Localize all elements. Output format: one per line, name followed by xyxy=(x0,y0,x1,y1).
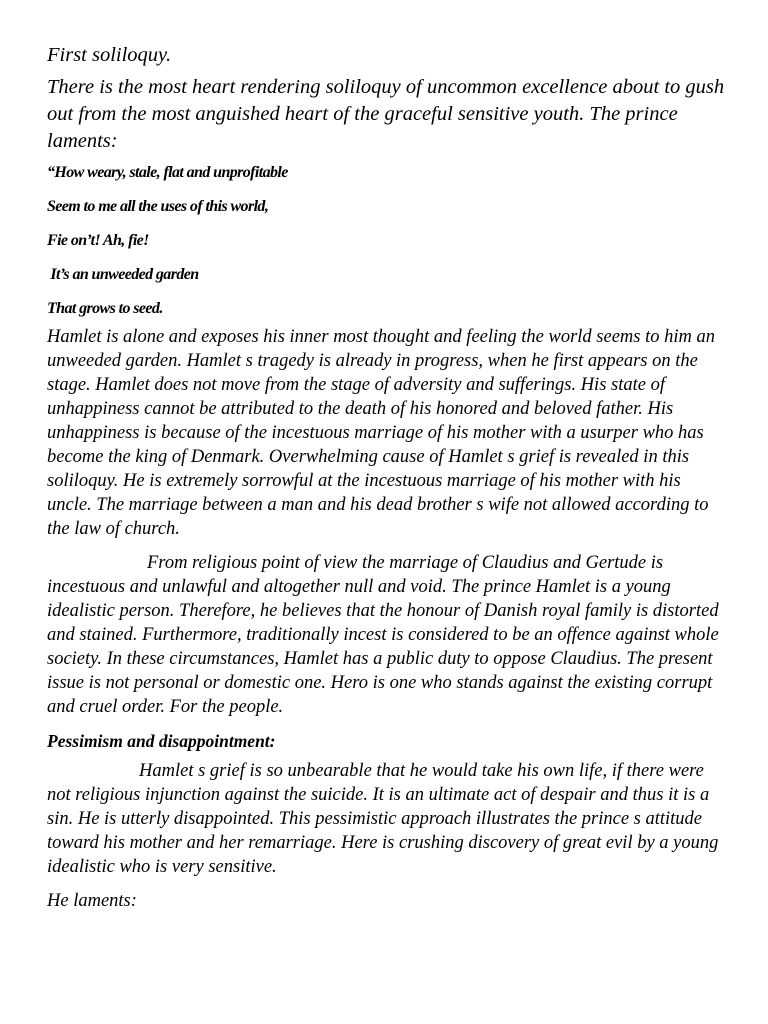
verse-line-1: “How weary, stale, flat and unprofitable xyxy=(47,164,288,181)
intro-paragraph: There is the most heart rendering soliloquy of uncommon excellence about to gush out from the most anguished heart of the graceful sensitive youth. The prince laments: xyxy=(47,76,725,152)
body-paragraph-3: Hamlet s grief is so unbearable that he would take his own life, if there were not religious injunction against the suicide. It is an ultimate act of despair and thus it is a sin. He is utterly disappointed. This pessimistic approach illustrates the prince s attitude toward his mother and her remarriage. Here is crushing discovery of great evil by a young idealistic who is very sensitive. xyxy=(47,761,719,877)
body-paragraph-1: Hamlet is alone and exposes his inner most thought and feeling the world seems to him an unweeded garden. Hamlet s tragedy is already in progress, when he first appears on the stage. Hamlet does not move from the stage of adversity and sufferings. His state of unhappiness cannot be attributed to the death of his honored and beloved father. His unhappiness is because of the incestuous marriage of his mother with a usurper who has become the king of Denmark. Overwhelming cause of Hamlet s grief is revealed in this soliloquy. He is extremely sorrowful at the incestuous marriage of his mother with his uncle. The marriage between a man and his dead brother s wife not allowed according to the law of church. xyxy=(47,327,715,539)
verse-line-2: Seem to me all the uses of this world, xyxy=(47,198,269,215)
verse-line-4: It’s an unweeded garden xyxy=(47,266,199,283)
verse-line-3: Fie on’t! Ah, fie! xyxy=(47,232,149,249)
closing-line: He laments: xyxy=(47,891,137,911)
section-title: First soliloquy. xyxy=(47,44,172,66)
subheading: Pessimism and disappointment: xyxy=(47,731,276,751)
body-paragraph-2: From religious point of view the marriage of Claudius and Gertude is incestuous and unlawful and altogether null and void. The prince Hamlet is a young idealistic person. Therefore, he believes that the honour of Danish royal family is distorted and stained. Furthermore, traditionally incest is considered to be an offence against whole society. In these circumstances, Hamlet has a public duty to oppose Claudius. The present issue is not personal or domestic one. Hero is one who stands against the existing corrupt and cruel order. For the people. xyxy=(47,553,719,717)
verse-line-5: That grows to seed. xyxy=(47,300,163,317)
